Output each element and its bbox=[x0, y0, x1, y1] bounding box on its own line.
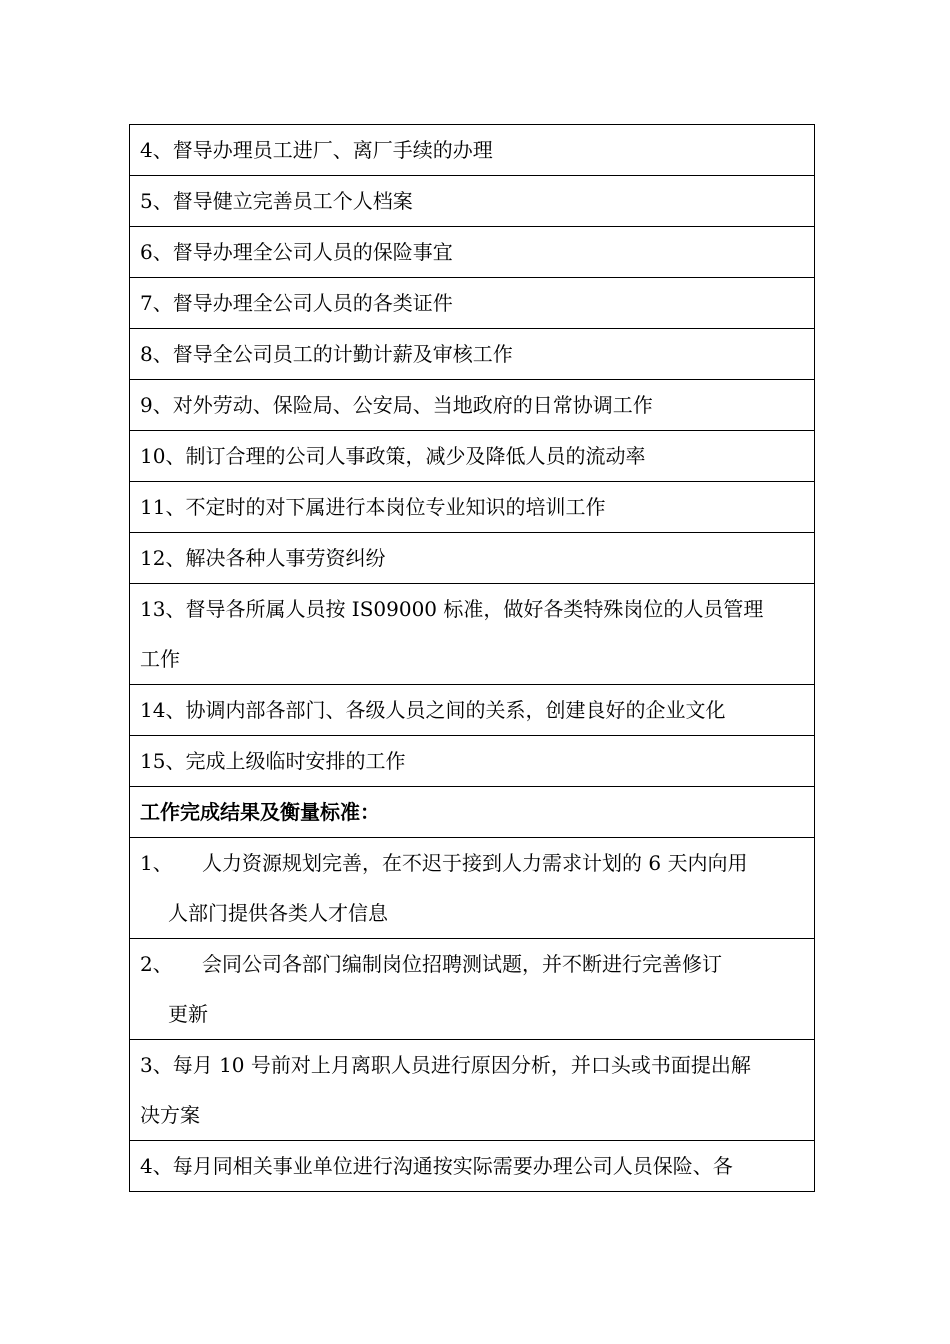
table-row bbox=[130, 838, 815, 939]
table-row bbox=[130, 176, 815, 227]
result-item-2 bbox=[130, 939, 815, 1040]
result-2-line1 bbox=[140, 939, 806, 989]
table-row bbox=[130, 329, 815, 380]
duty-item: 12、解决各种人事劳资纠纷 bbox=[130, 533, 815, 584]
table-row bbox=[130, 685, 815, 736]
duty-item: 4、督导办理员工进厂、离厂手续的办理 bbox=[130, 125, 815, 176]
duty-item: 7、督导办理全公司人员的各类证件 bbox=[130, 278, 815, 329]
table-row bbox=[130, 125, 815, 176]
result-1-line2: 人部门提供各类人才信息 bbox=[168, 901, 388, 925]
duty-item-15: 15、完成上级临时安排的工作 bbox=[130, 736, 815, 787]
result-1-line1 bbox=[140, 838, 806, 888]
job-description-table bbox=[129, 124, 815, 1192]
duty-item: 6、督导办理全公司人员的保险事宜 bbox=[130, 227, 815, 278]
table-row bbox=[130, 278, 815, 329]
duty-item: 8、督导全公司员工的计勤计薪及审核工作 bbox=[130, 329, 815, 380]
table-row bbox=[130, 380, 815, 431]
table-row bbox=[130, 227, 815, 278]
result-item-4: 4、每月同相关事业单位进行沟通按实际需要办理公司人员保险、各 bbox=[130, 1141, 815, 1192]
result-3-line1: 3、每月 10 号前对上月离职人员进行原因分析，并口头或书面提出解 bbox=[140, 1053, 751, 1077]
table-row bbox=[130, 1141, 815, 1192]
result-1-text: 人力资源规划完善，在不迟于接到人力需求计划的 6 天内向用 bbox=[202, 851, 748, 875]
duty-item-13 bbox=[130, 584, 815, 685]
duty-13-line2: 工作 bbox=[140, 647, 180, 671]
table-row bbox=[130, 482, 815, 533]
table-row bbox=[130, 431, 815, 482]
result-item-1 bbox=[130, 838, 815, 939]
result-2-text: 会同公司各部门编制岗位招聘测试题，并不断进行完善修订 bbox=[202, 952, 722, 976]
result-2-number: 2、 bbox=[140, 952, 173, 976]
table-row bbox=[130, 533, 815, 584]
result-3-line2: 决方案 bbox=[140, 1103, 200, 1127]
duty-item: 11、不定时的对下属进行本岗位专业知识的培训工作 bbox=[130, 482, 815, 533]
result-item-3 bbox=[130, 1040, 815, 1141]
duty-item: 5、督导健立完善员工个人档案 bbox=[130, 176, 815, 227]
duty-item: 9、对外劳动、保险局、公安局、当地政府的日常协调工作 bbox=[130, 380, 815, 431]
duty-item: 10、制订合理的公司人事政策，减少及降低人员的流动率 bbox=[130, 431, 815, 482]
duty-item-14: 14、协调内部各部门、各级人员之间的关系，创建良好的企业文化 bbox=[130, 685, 815, 736]
result-2-line2: 更新 bbox=[168, 1002, 208, 1026]
duty-13-line1: 13、督导各所属人员按 IS09000 标准，做好各类特殊岗位的人员管理 bbox=[140, 597, 764, 621]
table-row bbox=[130, 787, 815, 838]
table-row bbox=[130, 1040, 815, 1141]
result-1-number: 1、 bbox=[140, 851, 173, 875]
table-row bbox=[130, 939, 815, 1040]
results-header: 工作完成结果及衡量标准： bbox=[130, 787, 815, 838]
table-row bbox=[130, 736, 815, 787]
table-row bbox=[130, 584, 815, 685]
